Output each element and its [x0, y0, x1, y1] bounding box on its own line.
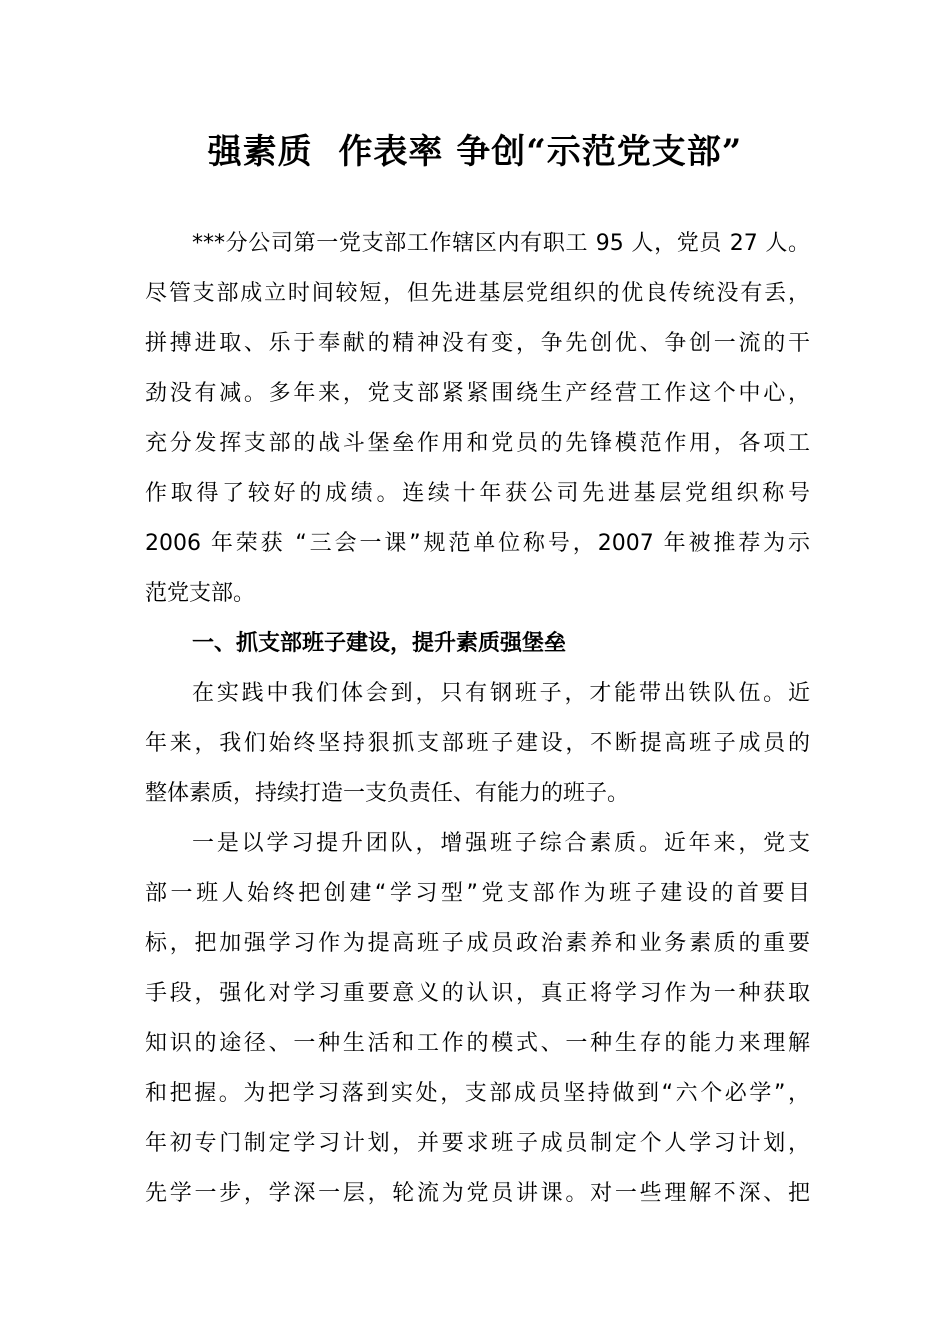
paragraph-line: 手段，强化对学习重要意义的认识，真正将学习作为一种获取: [145, 981, 810, 1006]
section-heading: 一、抓支部班子建设，提升素质强堡垒: [192, 631, 567, 656]
paragraph-line: 劲没有减。多年来，党支部紧紧围绕生产经营工作这个中心，: [145, 381, 810, 406]
paragraph-line: 部一班人始终把创建“学习型”党支部作为班子建设的首要目: [145, 881, 810, 906]
paragraph-line: 先学一步，学深一层，轮流为党员讲课。对一些理解不深、把: [145, 1181, 810, 1206]
paragraph-line: 标，把加强学习作为提高班子成员政治素养和业务素质的重要: [145, 931, 810, 956]
paragraph-line: 年初专门制定学习计划，并要求班子成员制定个人学习计划，: [145, 1131, 810, 1156]
paragraph-line: 和把握。为把学习落到实处，支部成员坚持做到“六个必学”，: [145, 1081, 811, 1106]
paragraph-line: 整体素质，持续打造一支负责任、有能力的班子。: [145, 781, 630, 806]
paragraph-line: 范党支部。: [145, 581, 256, 606]
paragraph-line: 尽管支部成立时间较短，但先进基层党组织的优良传统没有丢，: [145, 281, 810, 306]
paragraph-line: 知识的途径、一种生活和工作的模式、一种生存的能力来理解: [145, 1031, 810, 1056]
paragraph-line: 充分发挥支部的战斗堡垒作用和党员的先锋模范作用，各项工: [145, 431, 810, 456]
paragraph-line: 一是以学习提升团队，增强班子综合素质。近年来，党支: [192, 831, 810, 856]
document-title: 强素质 作表率 争创“示范党支部”: [207, 132, 743, 172]
paragraph-line: 年来，我们始终坚持狠抓支部班子建设，不断提高班子成员的: [145, 731, 810, 756]
paragraph-line: ***分公司第一党支部工作辖区内有职工 95 人，党员 27 人。: [192, 231, 810, 256]
paragraph-line: 在实践中我们体会到，只有钢班子，才能带出铁队伍。近: [192, 681, 810, 706]
paragraph-line: 2006 年荣获 “三会一课”规范单位称号，2007 年被推荐为示: [145, 531, 810, 556]
paragraph-line: 拼搏进取、乐于奉献的精神没有变，争先创优、争创一流的干: [145, 331, 810, 356]
paragraph-line: 作取得了较好的成绩。连续十年获公司先进基层党组织称号: [145, 481, 810, 506]
